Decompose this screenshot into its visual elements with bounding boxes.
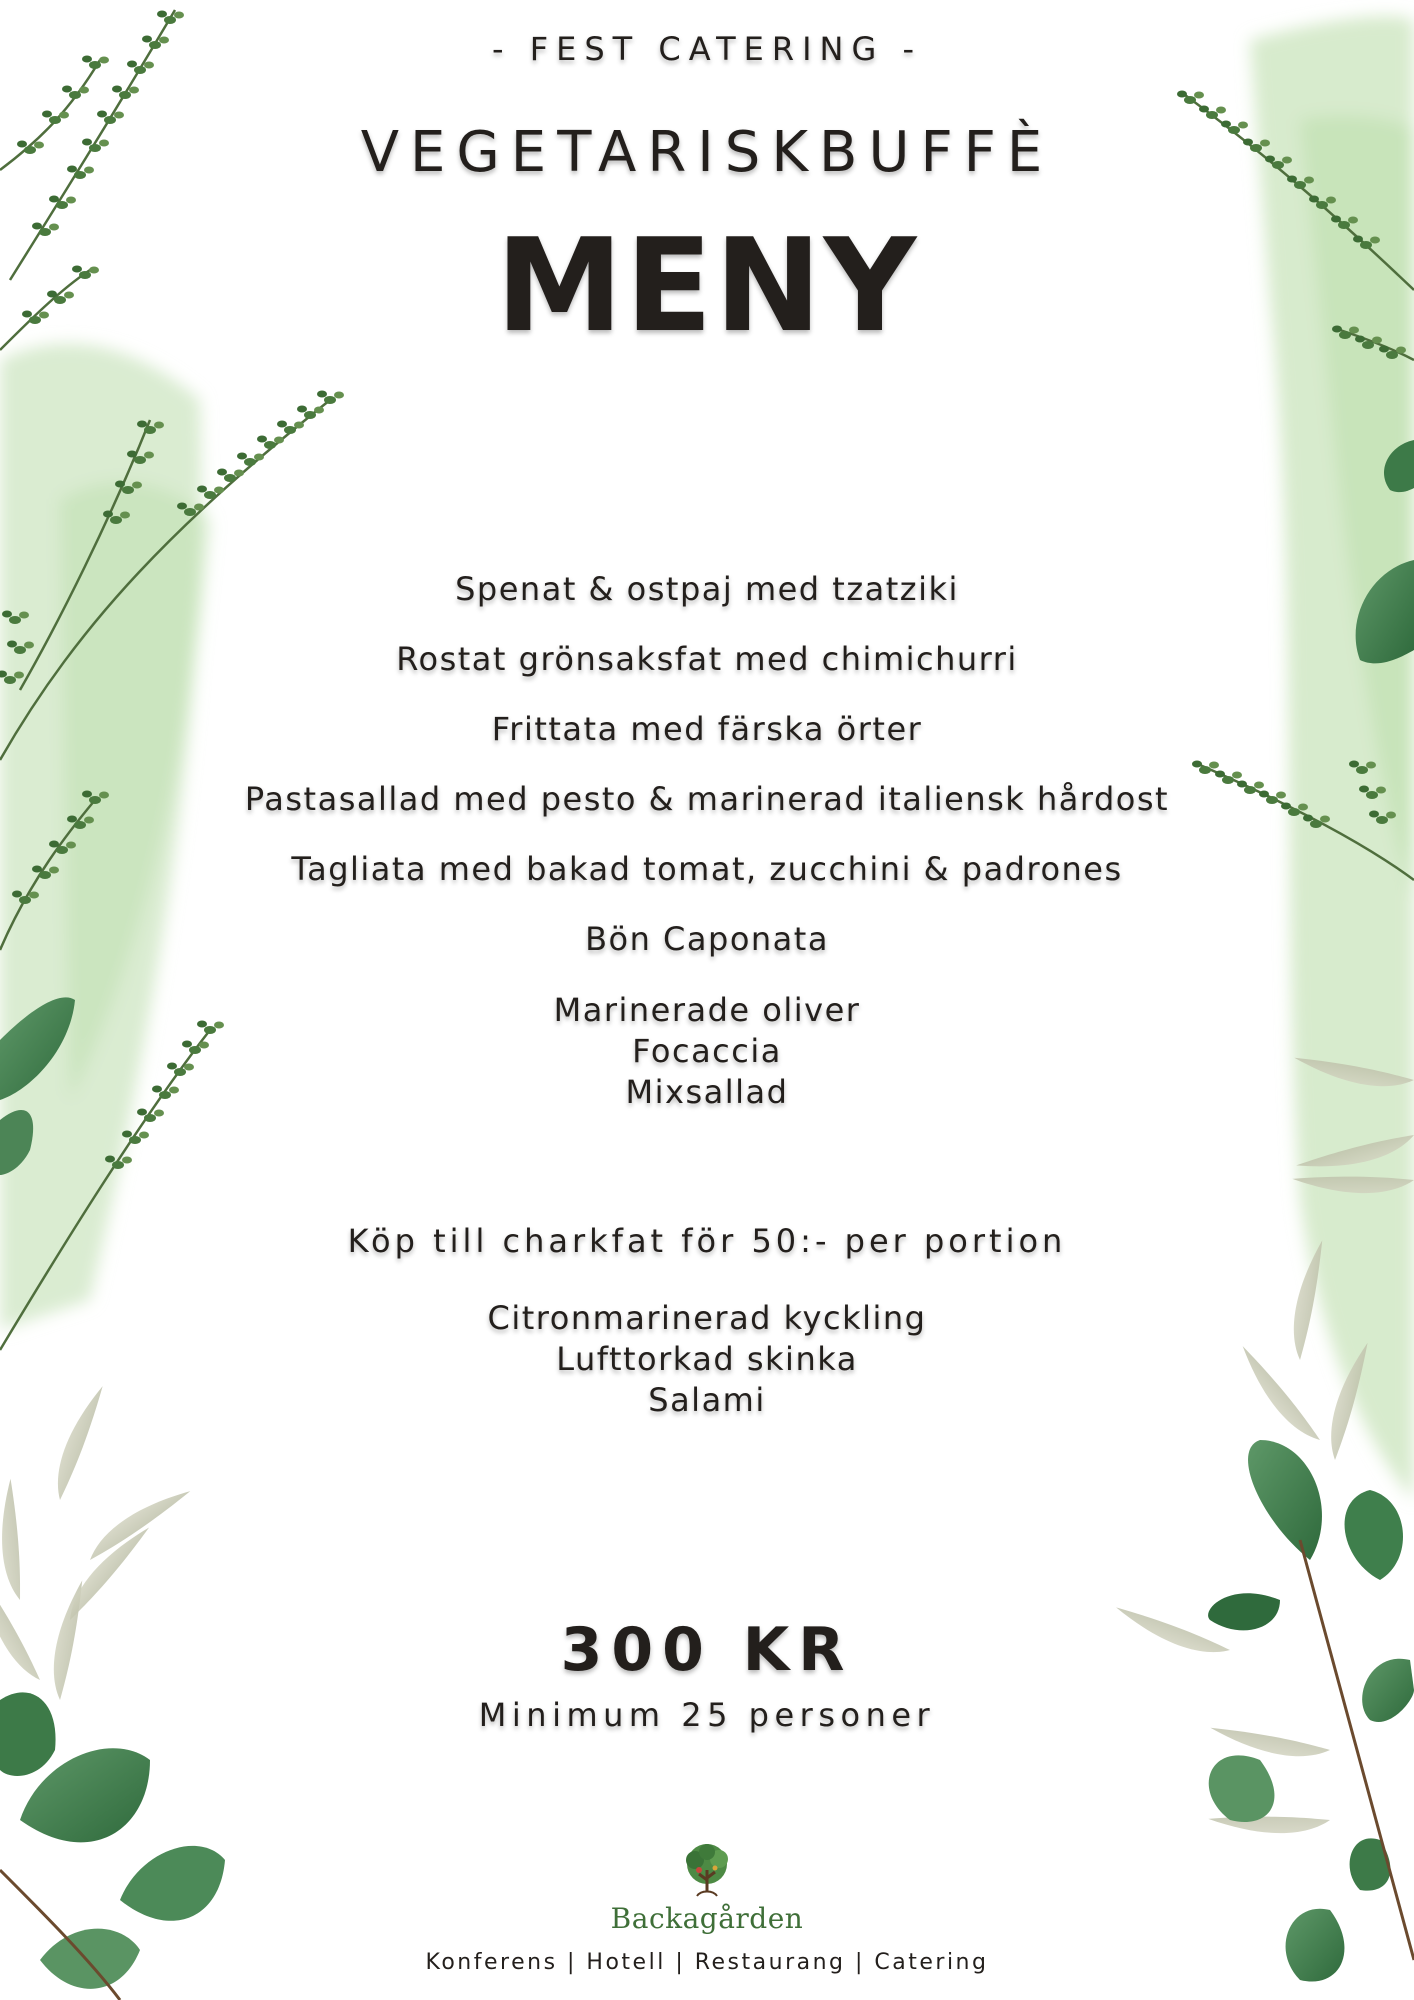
menu-subtitle: VEGETARISKBUFFÈ [360, 120, 1054, 185]
brand-name: Backagården [610, 1902, 804, 1935]
page-title: MENY [495, 212, 919, 361]
dish-item: Bön Caponata [585, 920, 829, 958]
addon-item: Salami [648, 1381, 766, 1419]
side-item: Marinerade oliver [553, 991, 861, 1029]
addon-item: Lufttorkad skinka [556, 1340, 858, 1378]
dish-item: Frittata med färska örter [491, 710, 923, 748]
minimum-guests: Minimum 25 personer [478, 1696, 936, 1734]
tree-logo-icon [675, 1840, 739, 1904]
dish-item: Spenat & ostpaj med tzatziki [455, 570, 959, 608]
footer-tagline: Konferens | Hotell | Restaurang | Catering [425, 1950, 989, 1975]
event-kicker: - FEST CATERING - [491, 30, 922, 68]
addon-item: Citronmarinerad kyckling [487, 1299, 927, 1337]
sides-list [0, 990, 1414, 1113]
side-item: Focaccia [632, 1032, 782, 1070]
dish-item: Rostat grönsaksfat med chimichurri [396, 640, 1018, 678]
dish-item: Pastasallad med pesto & marinerad italiensk hårdost [244, 780, 1170, 818]
side-item: Mixsallad [625, 1073, 789, 1111]
price: 300 KR [560, 1615, 854, 1685]
addon-list [0, 1298, 1414, 1421]
addon-title: Köp till charkfat för 50:- per portion [347, 1222, 1067, 1260]
dish-item: Tagliata med bakad tomat, zucchini & padrones [291, 850, 1123, 888]
